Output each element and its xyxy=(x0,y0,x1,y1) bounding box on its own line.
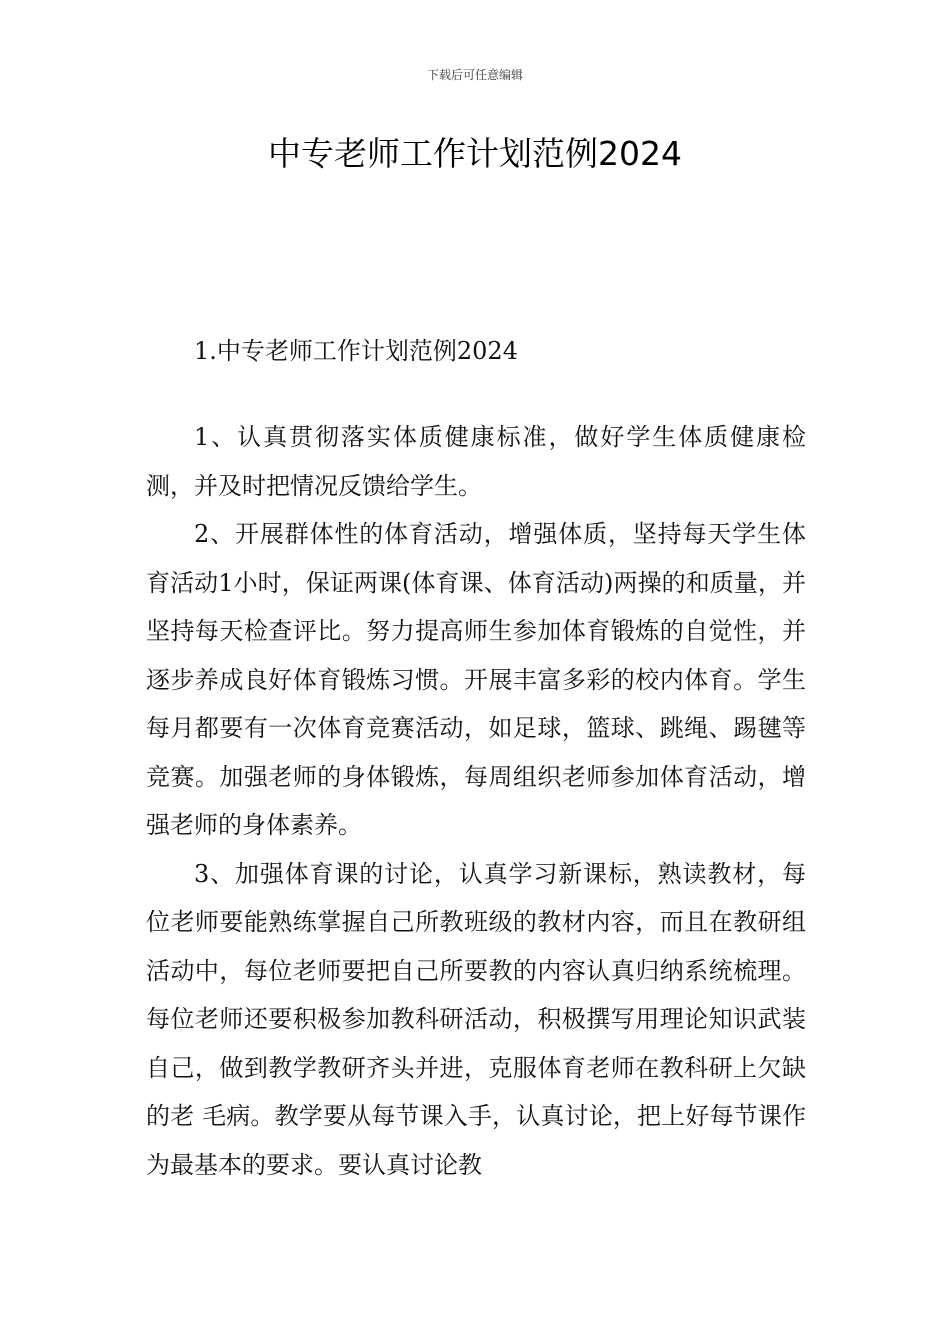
paragraph-3: 3、加强体育课的讨论，认真学习新课标，熟读教材，每位老师要能熟练掌握自己所教班级的教材内容，而且在教研组活动中，每位老师要把自己所要教的内容认真归纳系统梳理。每位老师还要积极参加教科研活动，积极撰写用理论知识武装自己，做到教学教研齐头并进，克服体育老师在教科研上欠缺的老 毛病。教学要从每节课入手，认真讨论，把上好每节课作为最基本的要求。要认真讨论教 xyxy=(146,859,806,1179)
document-title: 中专老师工作计划范例2024 xyxy=(268,134,682,173)
header-note: 下载后可任意编辑 xyxy=(426,68,523,82)
document-body xyxy=(146,327,806,1189)
section-heading: 1.中专老师工作计划范例2024 xyxy=(194,337,518,365)
paragraph-2: 2、开展群体性的体育活动，增强体质，坚持每天学生体育活动1小时，保证两课(体育课、体育活动)两操的和质量，并坚持每天检查评比。努力提高师生参加体育锻炼的自觉性，并逐步养成良好体育锻炼习惯。开展丰富多彩的校内体育。学生每月都要有一次体育竞赛活动，如足球，篮球、跳绳、踢毽等竞赛。加强老师的身体锻炼，每周组织老师参加体育活动，增强老师的身体素养。 xyxy=(146,520,806,839)
paragraph-1: 1、认真贯彻落实体质健康标准，做好学生体质健康检测，并及时把情况反馈给学生。 xyxy=(146,423,806,500)
